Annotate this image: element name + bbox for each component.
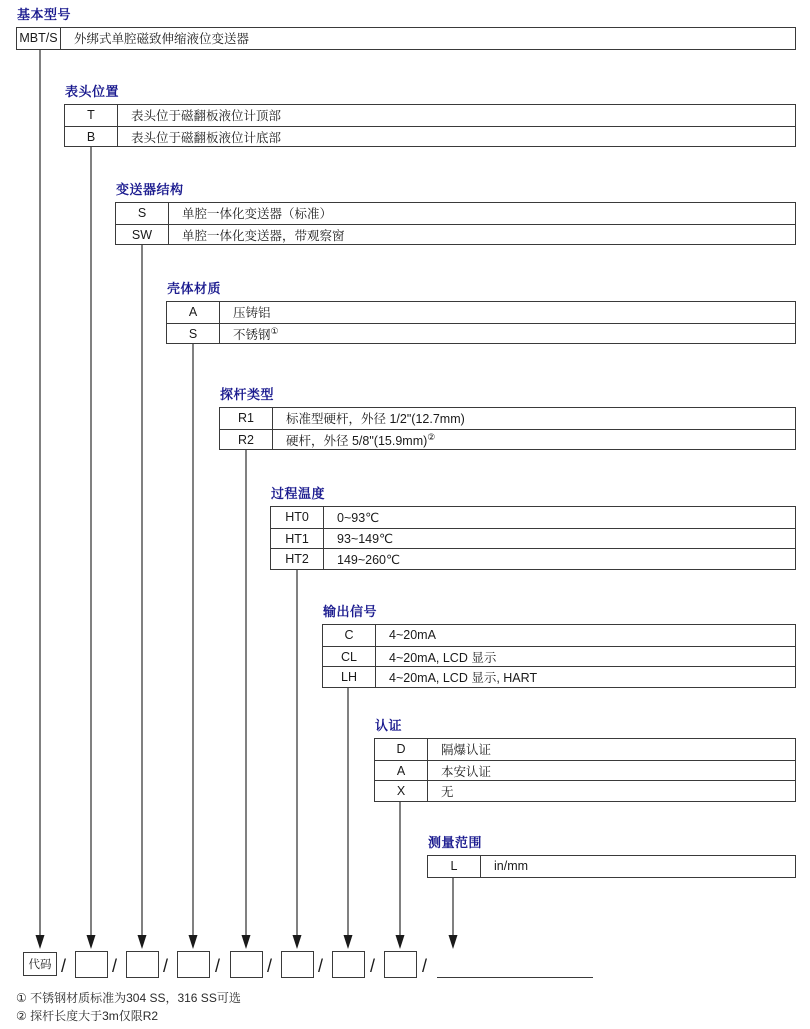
option-desc: 4~20mA, LCD 显示 xyxy=(389,650,497,665)
option-desc: 表头位于磁翻板液位计顶部 xyxy=(131,109,282,124)
section-title: 输出信号 xyxy=(323,604,378,619)
code-separator: / xyxy=(318,956,324,976)
code-separator: / xyxy=(61,956,67,976)
option-table xyxy=(374,738,796,802)
option-code: HT1 xyxy=(271,529,324,549)
option-row xyxy=(65,126,795,147)
section-title: 探杆类型 xyxy=(220,387,275,402)
section-certification xyxy=(374,719,796,802)
option-table xyxy=(322,624,796,688)
option-desc: 单腔一体化变送器（标准） xyxy=(182,207,333,222)
section-process-temperature xyxy=(270,487,796,570)
option-code: T xyxy=(65,105,118,126)
option-desc: 外绑式单腔磁致伸缩液位变送器 xyxy=(74,32,250,47)
option-row xyxy=(220,429,795,450)
option-desc: in/mm xyxy=(494,859,529,874)
option-table xyxy=(16,27,796,50)
option-table xyxy=(427,855,796,878)
option-table xyxy=(270,506,796,570)
section-title: 变送器结构 xyxy=(116,182,184,197)
option-row xyxy=(375,739,795,760)
code-separator: / xyxy=(370,956,376,976)
option-desc: 4~20mA xyxy=(389,628,436,643)
option-table xyxy=(219,407,796,450)
code-field-box xyxy=(75,951,108,978)
section-title: 基本型号 xyxy=(17,7,72,22)
section-housing-material xyxy=(166,282,796,344)
option-row xyxy=(323,666,795,687)
code-field-box xyxy=(126,951,159,978)
option-desc: 硬杆，外径 5/8"(15.9mm)② xyxy=(286,431,436,448)
option-code: X xyxy=(375,781,428,801)
section-measuring-range xyxy=(427,836,796,878)
code-field-box xyxy=(281,951,314,978)
option-table xyxy=(64,104,796,147)
option-desc: 无 xyxy=(441,785,454,800)
option-row xyxy=(271,507,795,528)
option-row xyxy=(17,28,795,49)
footnote-1: ① 不锈钢材质标准为304 SS，316 SS可选 xyxy=(16,991,241,1005)
option-row xyxy=(167,323,795,344)
code-field-box xyxy=(177,951,210,978)
option-desc: 149~260℃ xyxy=(337,552,401,567)
option-table xyxy=(166,301,796,344)
code-field-line xyxy=(437,961,593,978)
option-row xyxy=(375,760,795,781)
option-code: LH xyxy=(323,667,376,687)
code-field-box xyxy=(332,951,365,978)
section-probe-type xyxy=(219,388,796,450)
option-code: HT2 xyxy=(271,549,324,569)
option-row xyxy=(271,548,795,569)
option-row xyxy=(116,224,795,245)
option-row xyxy=(220,408,795,429)
section-title: 测量范围 xyxy=(428,835,483,850)
option-desc: 标准型硬杆，外径 1/2"(12.7mm) xyxy=(286,412,465,427)
option-row xyxy=(65,105,795,126)
section-head-position xyxy=(64,85,796,147)
option-row xyxy=(323,625,795,646)
option-code: D xyxy=(375,739,428,760)
section-title: 认证 xyxy=(375,718,403,733)
code-field-box xyxy=(384,951,417,978)
option-desc: 0~93℃ xyxy=(337,510,380,525)
option-row xyxy=(167,302,795,323)
option-code: S xyxy=(167,324,220,344)
section-transmitter-structure xyxy=(115,183,796,245)
section-title: 表头位置 xyxy=(65,84,120,99)
option-row xyxy=(271,528,795,549)
option-code: R2 xyxy=(220,430,273,450)
option-code: A xyxy=(167,302,220,323)
code-separator: / xyxy=(267,956,273,976)
footnote-marker: ① xyxy=(270,325,279,336)
option-desc: 本安认证 xyxy=(441,764,492,779)
code-separator: / xyxy=(422,956,428,976)
code-label-box: 代码 xyxy=(23,952,57,976)
option-row xyxy=(323,646,795,667)
option-desc: 单腔一体化变送器，带观察窗 xyxy=(182,228,345,243)
option-desc: 93~149℃ xyxy=(337,532,394,547)
option-code: B xyxy=(65,127,118,147)
section-basic-model xyxy=(16,8,796,50)
option-code: R1 xyxy=(220,408,273,429)
option-row xyxy=(428,856,795,877)
option-desc: 不锈钢① xyxy=(233,325,279,342)
code-separator: / xyxy=(163,956,169,976)
option-code: A xyxy=(375,761,428,781)
option-code: HT0 xyxy=(271,507,324,528)
option-code: MBT/S xyxy=(17,28,61,49)
option-code: S xyxy=(116,203,169,224)
option-desc: 隔爆认证 xyxy=(441,743,492,758)
option-code: SW xyxy=(116,225,169,245)
section-output-signal xyxy=(322,605,796,688)
option-code: L xyxy=(428,856,481,877)
code-separator: / xyxy=(112,956,118,976)
code-separator: / xyxy=(215,956,221,976)
code-field-box xyxy=(230,951,263,978)
option-desc: 4~20mA, LCD 显示, HART xyxy=(389,671,538,686)
option-desc: 表头位于磁翻板液位计底部 xyxy=(131,130,282,145)
footnote-marker: ② xyxy=(427,431,436,442)
footnote-2: ② 探杆长度大于3m仅限R2 xyxy=(16,1009,159,1023)
section-title: 过程温度 xyxy=(271,486,326,501)
option-row xyxy=(116,203,795,224)
option-table xyxy=(115,202,796,245)
option-row xyxy=(375,780,795,801)
option-code: CL xyxy=(323,647,376,667)
option-code: C xyxy=(323,625,376,646)
section-title: 壳体材质 xyxy=(167,281,222,296)
option-desc: 压铸铝 xyxy=(233,306,271,321)
